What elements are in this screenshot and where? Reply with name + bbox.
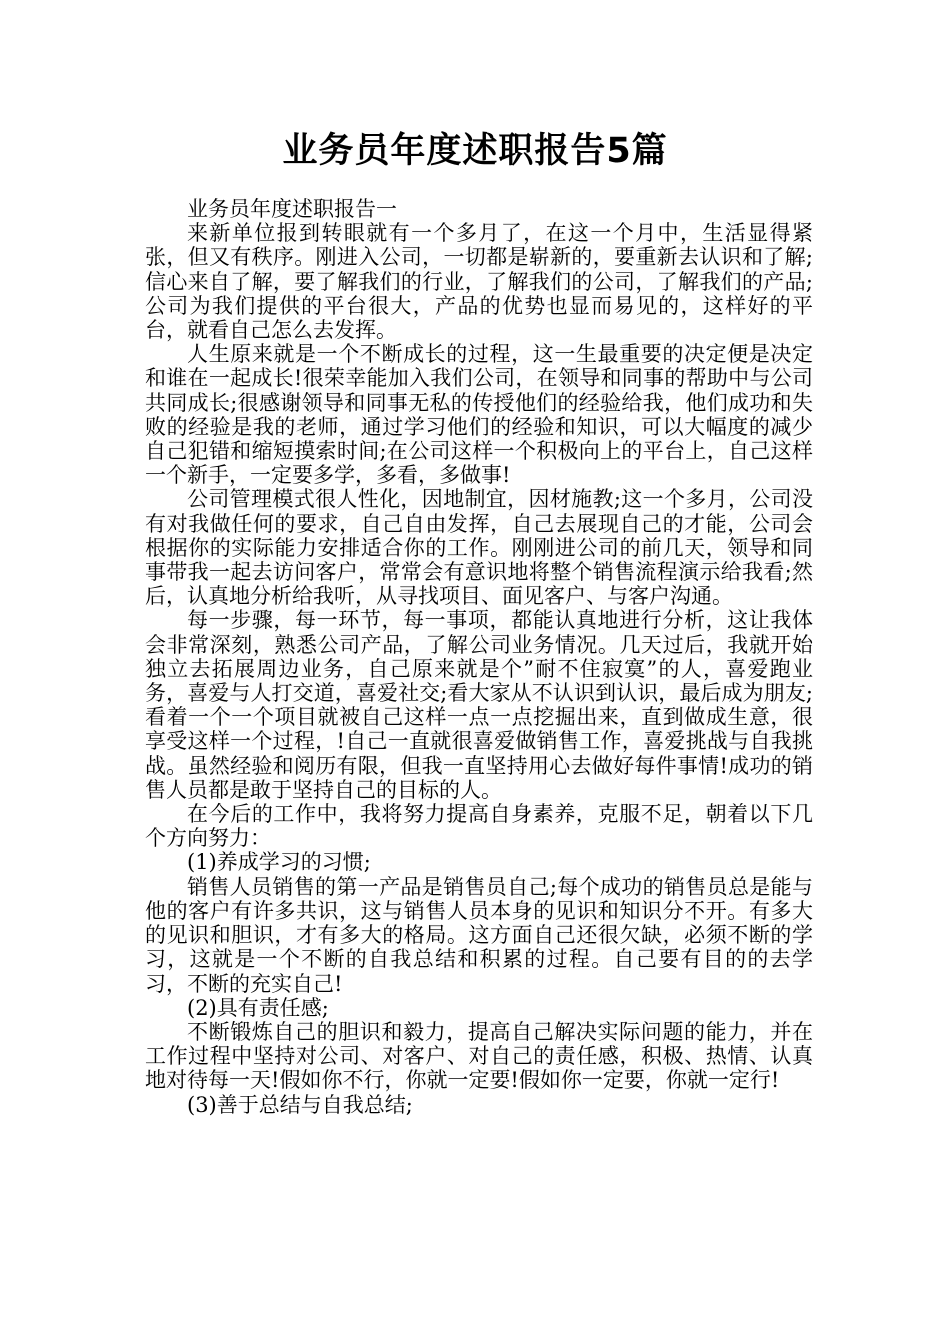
section-heading: 业务员年度述职报告一 (187, 197, 397, 221)
paragraph: 来新单位报到转眼就有一个多月了，在这一个月中，生活显得紧张，但又有秩序。刚进入公司，一切都是崭新的，要重新去认识和了解;信心来自了解，要了解我们的行业，了解我们的公司，了解我们的产品;公司为我们提供的平台很大，产品的优势也显而易见的，这样好的平台，就看自己怎么去发挥。 (145, 221, 813, 343)
paragraph: 公司管理模式很人性化，因地制宜，因材施教;这一个多月，公司没有对我做任何的要求，自己自由发挥，自己去展现自己的才能，公司会根据你的实际能力安排适合你的工作。刚刚进公司的前几天，领导和同事带我一起去访问客户，常常会有意识地将整个销售流程演示给我看;然后，认真地分析给我听，从寻找项目、面见客户、与客户沟通。 (145, 487, 813, 609)
paragraph: 人生原来就是一个不断成长的过程，这一生最重要的决定便是决定和谁在一起成长!很荣幸能加入我们公司，在领导和同事的帮助中与公司共同成长;很感谢领导和同事无私的传授他们的经验给我，他们成功和失败的经验是我的老师，通过学习他们的经验和知识，可以大幅度的减少自己犯错和缩短摸索时间;在公司这样一个积极向上的平台上，自己这样一个新手，一定要多学，多看，多做事! (145, 342, 813, 488)
list-item-heading: (3)善于总结与自我总结; (187, 1092, 413, 1117)
list-item-heading: (2)具有责任感; (187, 995, 329, 1020)
paragraph: 每一步骤，每一环节，每一事项，都能认真地进行分析，这让我体会非常深刻，熟悉公司产品，了解公司业务情况。几天过后，我就开始独立去拓展周边业务，自己原来就是个”耐不住寂寞”的人，喜爱跑业务，喜爱与人打交道，喜爱社交;看大家从不认识到认识，最后成为朋友;看着一个一个项目就被自己这样一点一点挖掘出来，直到做成生意，很享受这样一个过程，!自己一直就很喜爱做销售工作，喜爱挑战与自我挑战。虽然经验和阅历有限，但我一直坚持用心去做好每件事情!成功的销售人员都是敢于坚持自己的目标的人。 (145, 608, 813, 802)
document-title: 业务员年度述职报告5篇 (282, 131, 668, 171)
paragraph: 在今后的工作中，我将努力提高自身素养，克服不足，朝着以下几个方向努力： (145, 802, 813, 851)
paragraph: 销售人员销售的第一产品是销售员自己;每个成功的销售员总是能与他的客户有许多共识，这与销售人员本身的见识和知识分不开。有多大的见识和胆识，才有多大的格局。这方面自己还很欠缺，必须不断的学习，这就是一个不断的自我总结和积累的过程。自己要有目的的去学习，不断的充实自己! (145, 874, 813, 996)
paragraph: 不断锻炼自己的胆识和毅力，提高自己解决实际问题的能力，并在工作过程中坚持对公司、对客户、对自己的责任感，积极、热情、认真地对待每一天!假如你不行，你就一定要!假如你一定要，你就一定行! (145, 1019, 813, 1093)
list-item-heading: (1)养成学习的习惯; (187, 850, 371, 875)
document-body (145, 197, 813, 1117)
